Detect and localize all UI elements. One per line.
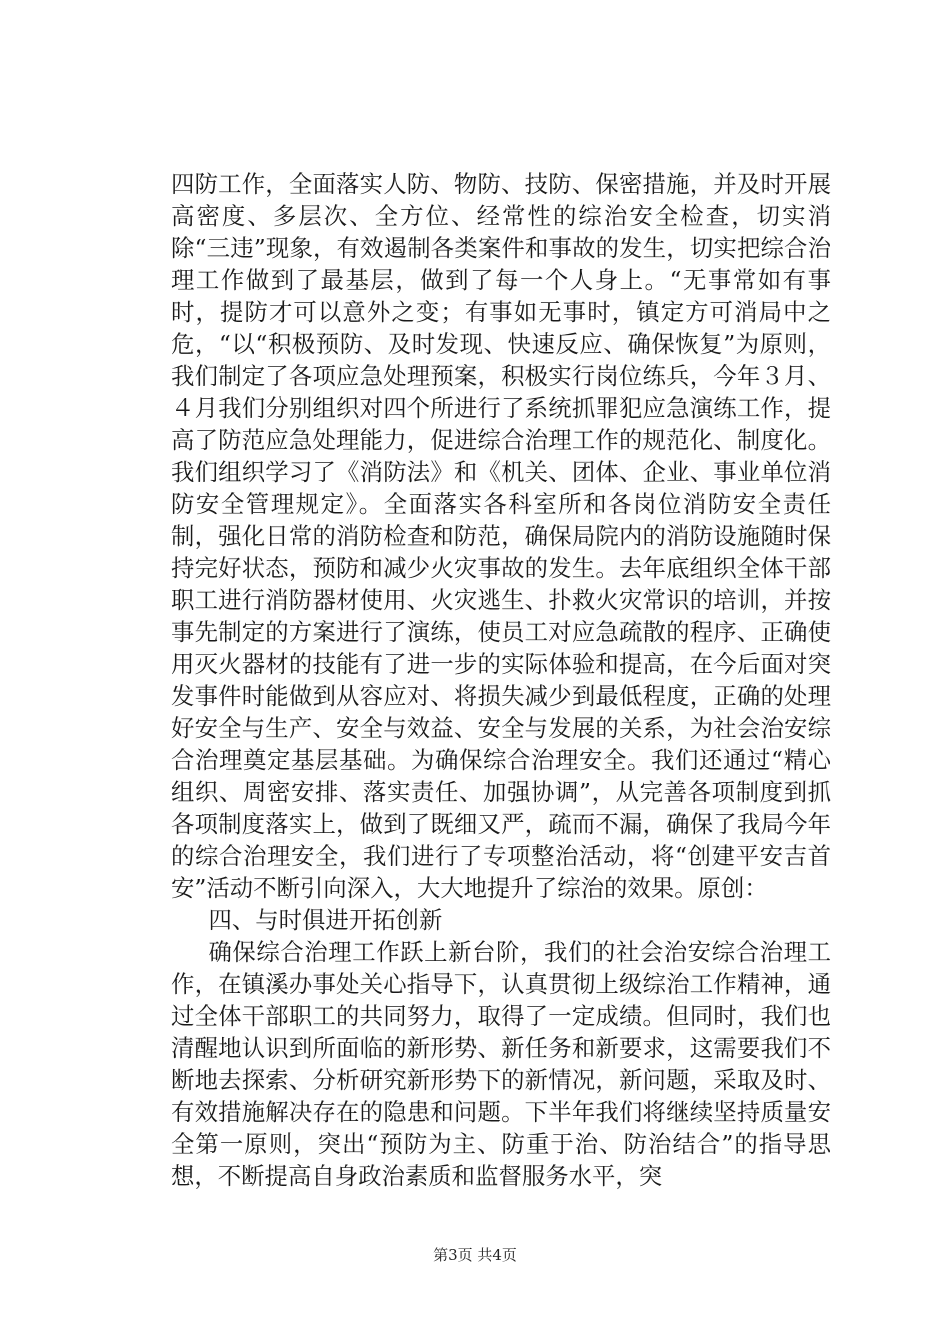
section-heading: 四、与时俱进开拓创新	[208, 906, 443, 934]
document-body	[171, 168, 831, 1192]
paragraph: 确保综合治理工作跃上新台阶，我们的社会治安综合治理工作，在镇溪办事处关心指导下，认真贯彻上级综治工作精神，通过全体干部职工的共同努力，取得了一定成绩。但同时，我们也清醒地认识到所面临的新形势、新任务和新要求，这需要我们不断地去探索、分析研究新形势下的新情况，新问题，采取及时、有效措施解决存在的隐患和问题。下半年我们将继续坚持质量安全第一原则，突出“预防为主、防重于治、防治结合”的指导思想，不断提高自身政治素质和监督服务水平，突	[171, 938, 831, 1190]
page-footer: 第3页 共4页	[433, 1246, 517, 1264]
paragraph: 四防工作，全面落实人防、物防、技防、保密措施，并及时开展高密度、多层次、全方位、经常性的综治安全检查，切实消除“三违”现象，有效遏制各类案件和事故的发生，切实把综合治理工作做到了最基层，做到了每一个人身上。“无事常如有事时，提防才可以意外之变；有事如无事时，镇定方可消局中之危，“以“积极预防、及时发现、快速反应、确保恢复”为原则，我们制定了各项应急处理预案，积极实行岗位练兵，今年３月、４月我们分别组织对四个所进行了系统抓罪犯应急演练工作，提高了防范应急处理能力，促进综合治理工作的规范化、制度化。我们组织学习了《消防法》和《机关、团体、企业、事业单位消防安全管理规定》。全面落实各科室所和各岗位消防安全责任制，强化日常的消防检查和防范，确保局院内的消防设施随时保持完好状态，预防和减少火灾事故的发生。去年底组织全体干部职工进行消防器材使用、火灾逃生、扑救火灾常识的培训，并按事先制定的方案进行了演练，使员工对应急疏散的程序、正确使用灭火器材的技能有了进一步的实际体验和提高，在今后面对突发事件时能做到从容应对、将损失减少到最低程度，正确的处理好安全与生产、安全与效益、安全与发展的关系，为社会治安综合治理奠定基层基础。为确保综合治理安全。我们还通过“精心组织、周密安排、落实责任、加强协调”，从完善各项制度到抓各项制度落实上，做到了既细又严，疏而不漏，确保了我局今年的综合治理安全，我们进行了专项整治活动，将“创建平安吉首安”活动不断引向深入，大大地提升了综治的效果。原创：	[171, 170, 831, 902]
